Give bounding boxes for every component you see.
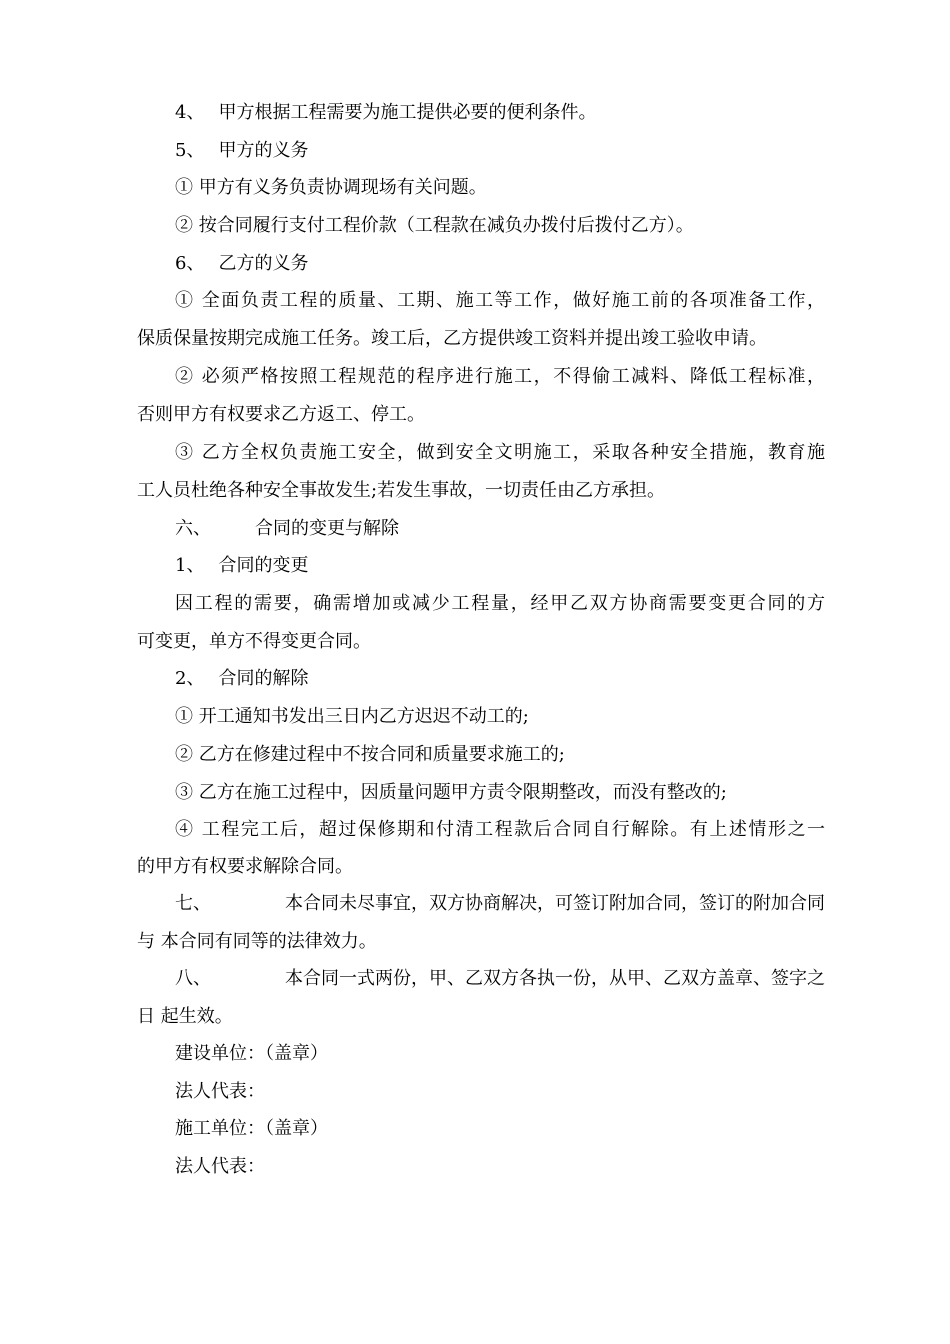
- clause-5-heading: [175, 139, 308, 163]
- text-line: ④ 工程完工后，超过保修期和付清工程款后合同自行解除。有上述情形之一: [175, 819, 825, 840]
- section-6-heading: [175, 517, 399, 541]
- text-line: ② 乙方在修建过程中不按合同和质量要求施工的;: [175, 744, 565, 765]
- subclause-2-heading: [175, 667, 308, 691]
- section-number: 七、: [175, 893, 211, 914]
- signature-construction-unit: 建设单位：（盖章）: [175, 1043, 328, 1064]
- clause-4: [175, 101, 596, 125]
- section-text: 本合同未尽事宜，双方协商解决，可签订附加合同，签订的附加合同: [285, 893, 825, 914]
- signature-contractor-unit: 施工单位：（盖章）: [175, 1118, 328, 1139]
- section-number: 八、: [175, 968, 211, 989]
- clause-text: 甲方的义务: [218, 140, 309, 161]
- clause-number: 1、: [175, 555, 205, 576]
- clause-text: 合同的变更: [218, 555, 309, 576]
- section-title: 合同的变更与解除: [255, 518, 399, 539]
- clause-number: 5、: [175, 140, 205, 161]
- clause-text: 合同的解除: [218, 668, 309, 689]
- clause-number: 2、: [175, 668, 205, 689]
- text-line: 保质保量按期完成施工任务。竣工后，乙方提供竣工资料并提出竣工验收申请。: [137, 328, 767, 349]
- signature-legal-rep-1: 法人代表：: [175, 1081, 265, 1102]
- text-line: 可变更，单方不得变更合同。: [137, 631, 371, 652]
- text-line: ① 全面负责工程的质量、工期、施工等工作，做好施工前的各项准备工作，: [175, 290, 825, 311]
- text-line: 日 起生效。: [137, 1006, 233, 1027]
- section-8: [175, 967, 825, 991]
- signature-legal-rep-2: 法人代表：: [175, 1156, 265, 1177]
- text-line: ① 开工通知书发出三日内乙方迟迟不动工的;: [175, 706, 529, 727]
- text-line: ③ 乙方在施工过程中，因质量问题甲方责令限期整改，而没有整改的;: [175, 782, 727, 803]
- clause-text: 甲方根据工程需要为施工提供必要的便利条件。: [218, 102, 597, 123]
- text-line: ② 按合同履行支付工程价款（工程款在减负办拨付后拨付乙方）。: [175, 215, 694, 236]
- section-7: [175, 892, 825, 916]
- text-line: ③ 乙方全权负责施工安全，做到安全文明施工，采取各种安全措施，教育施: [175, 442, 825, 463]
- text-line: 因工程的需要，确需增加或减少工程量，经甲乙双方协商需要变更合同的方: [175, 593, 825, 614]
- text-line: 否则甲方有权要求乙方返工、停工。: [137, 404, 425, 425]
- subclause-1-heading: [175, 554, 308, 578]
- clause-number: 6、: [175, 253, 205, 274]
- text-line: 的甲方有权要求解除合同。: [137, 856, 353, 877]
- text-line: 与 本合同有同等的法律效力。: [137, 931, 377, 952]
- clause-number: 4、: [175, 102, 205, 123]
- text-line: 工人员杜绝各种安全事故发生;若发生事故，一切责任由乙方承担。: [137, 480, 666, 501]
- section-number: 六、: [175, 518, 211, 539]
- clause-6-heading: [175, 252, 308, 276]
- section-text: 本合同一式两份，甲、乙双方各执一份，从甲、乙双方盖章、签字之: [285, 968, 825, 989]
- text-line: ① 甲方有义务负责协调现场有关问题。: [175, 177, 487, 198]
- clause-text: 乙方的义务: [218, 253, 309, 274]
- text-line: ② 必须严格按照工程规范的程序进行施工，不得偷工减料、降低工程标准，: [175, 366, 825, 387]
